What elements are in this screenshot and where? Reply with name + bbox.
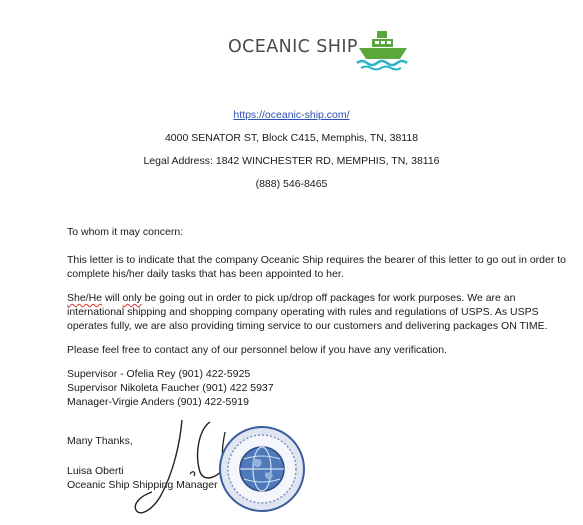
closing: Many Thanks, [67,435,133,447]
contact-line: Supervisor Nikoleta Faucher (901) 422 5937 [67,382,274,394]
address-line: 4000 SENATOR ST, Block C415, Memphis, TN, 38118 [164,132,419,144]
signer-name: Luisa Oberti [67,465,124,477]
salutation: To whom it may concern: [67,226,184,238]
legal-address-line: Legal Address: 1842 WINCHESTER RD, MEMPHIS, TN, 38116 [143,155,440,167]
signer-title: Oceanic Ship Shipping Manager [67,479,218,491]
paragraph-purpose: This letter is to indicate that the company Oceanic Ship requires the bearer of this letter to go out in order to complete his/her daily tasks that has been appointed to her. [67,254,567,280]
company-seal-icon [218,425,306,513]
website-link-row [0,109,583,121]
paragraph-contact-invite: Please feel free to contact any of our personnel below if you have any verification. [67,344,447,356]
contact-line: Manager-Virgie Anders (901) 422-5919 [67,396,249,408]
paragraph-seg: will [102,292,123,304]
phone-line: (888) 546-8465 [255,178,328,190]
contact-line: Supervisor - Ofelia Rey (901) 422-5925 [67,368,251,380]
ship-logo-icon [353,29,413,71]
paragraph-word-she-he: She/He [67,292,103,304]
website-link[interactable]: https://oceanic-ship.com/ [233,109,350,121]
company-logo-text: OCEANIC SHIP [228,37,358,57]
paragraph-rest: be going out in order to pick up/drop off packages for work purposes. We are an international shipping and shopping company operating with rules and regulations of USPS. As USPS operates fully, we are also providing timing service to our customers and delivering packages ON TIME. [67,292,548,332]
paragraph-word-only: only [122,292,142,304]
paragraph-details [67,291,567,333]
